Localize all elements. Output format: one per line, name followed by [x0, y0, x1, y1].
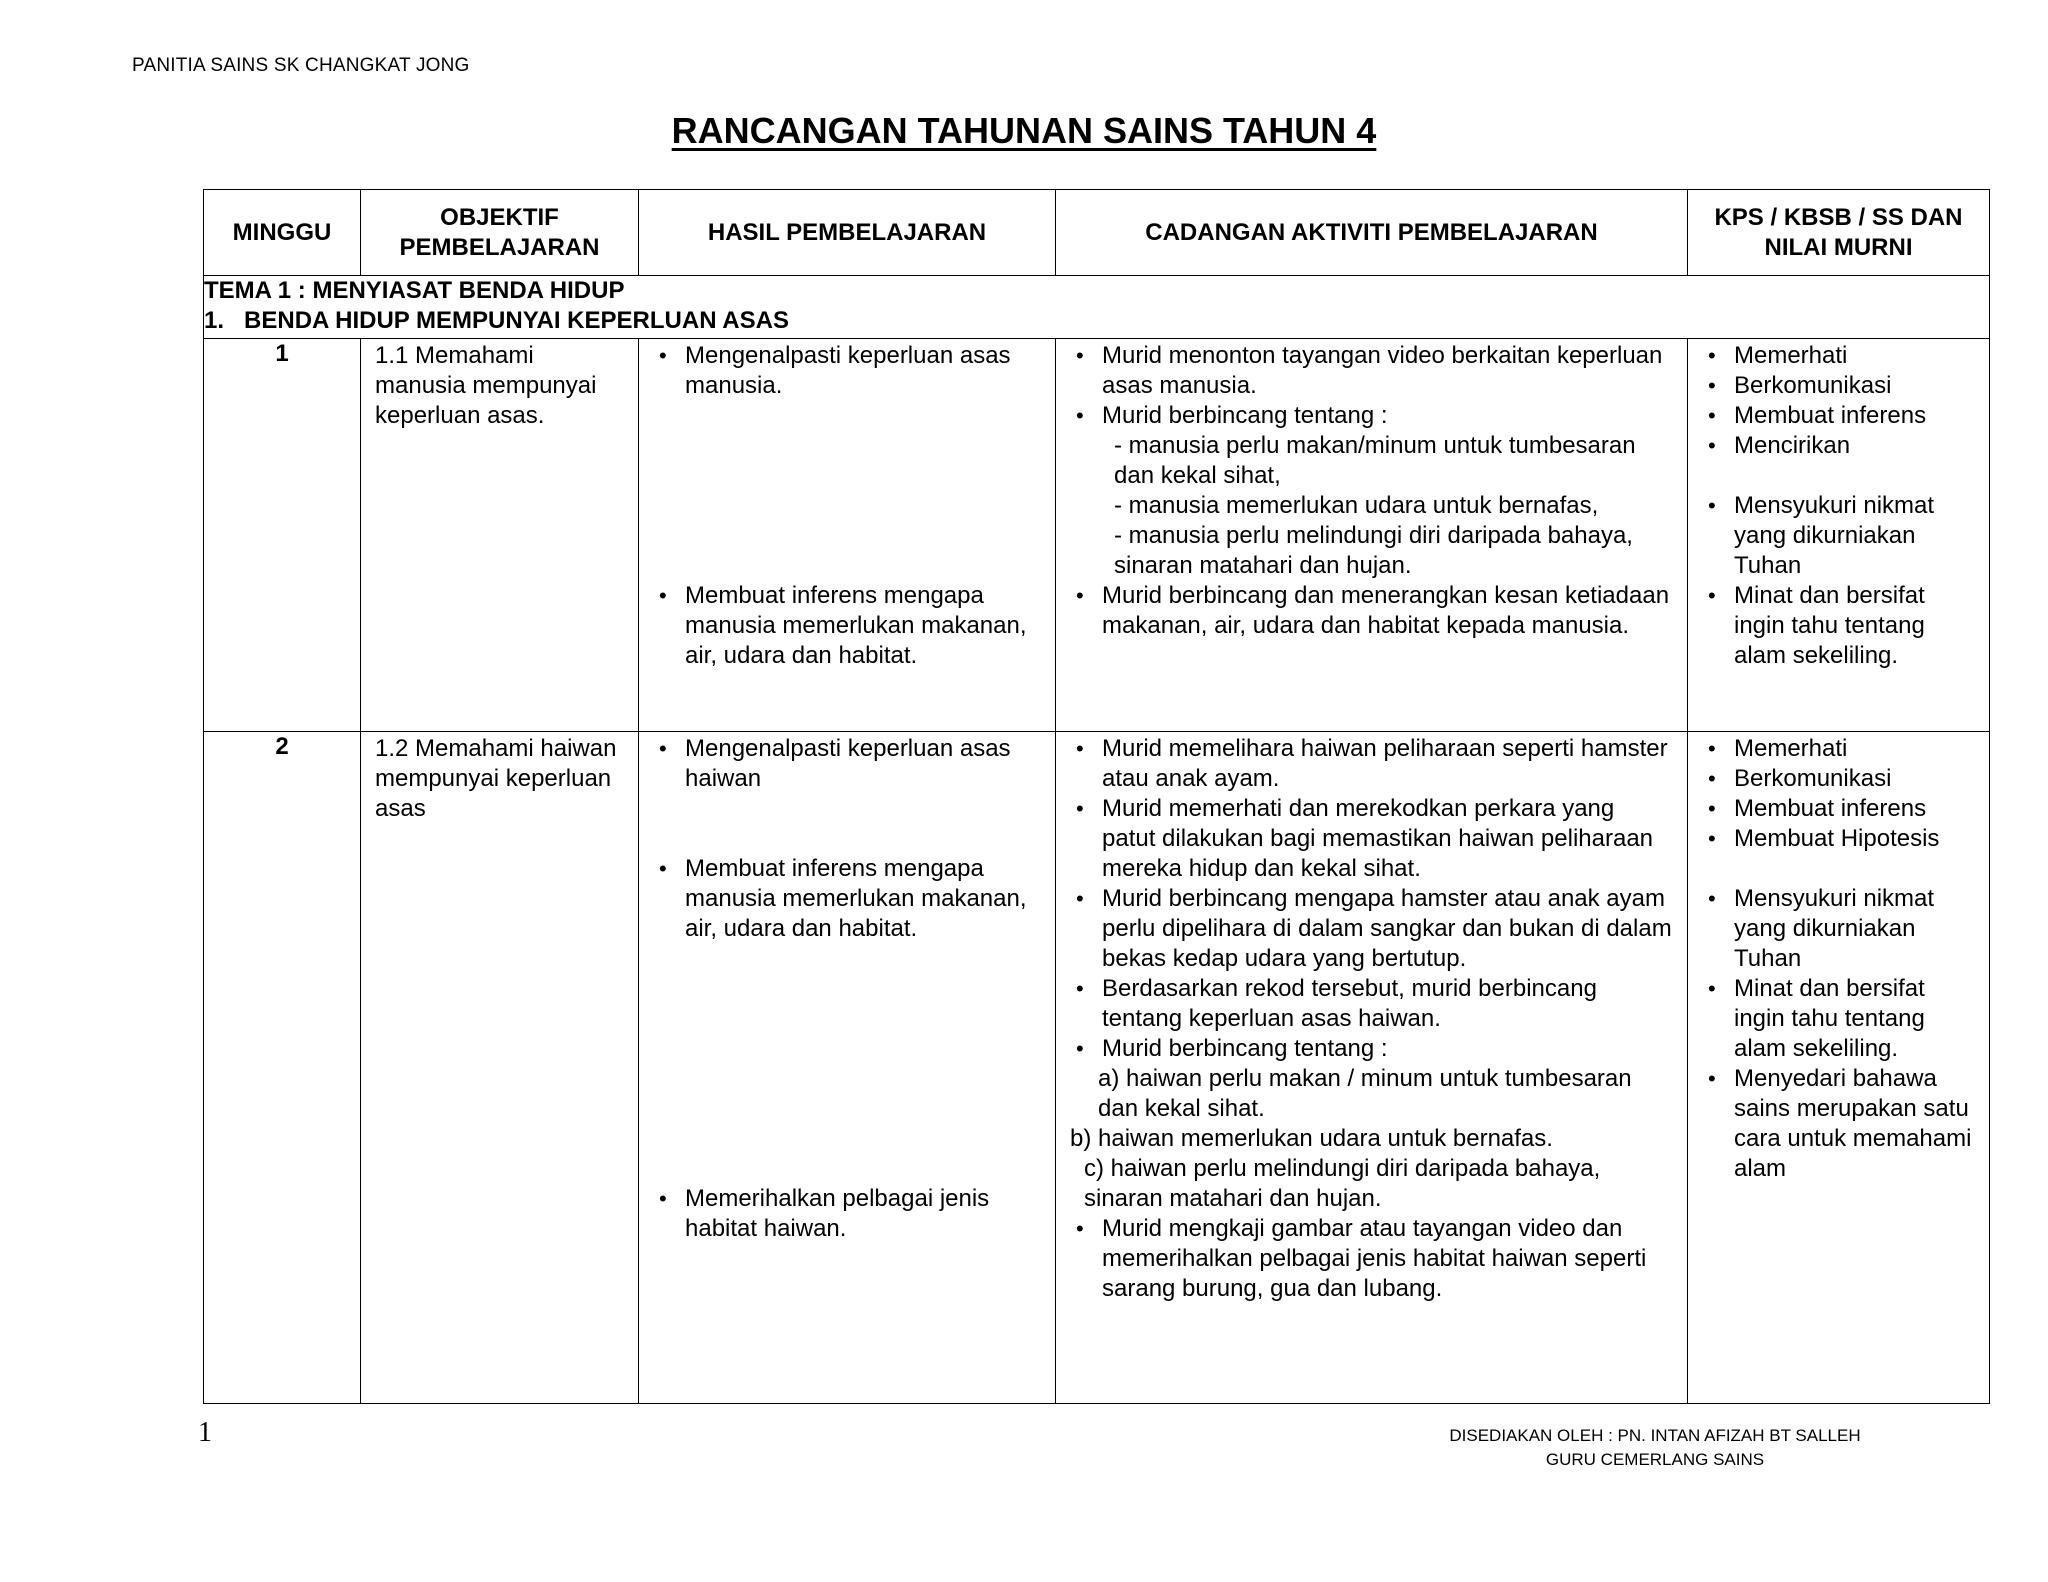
- objective-cell: 1.2 Memahami haiwan mempunyai keperluan asas: [361, 732, 639, 1404]
- list-item: • Murid mengkaji gambar atau tayangan video dan memerihalkan pelbagai jenis habitat haiwan seperti sarang burung, gua dan lubang.: [1070, 1214, 1673, 1304]
- outcome-list: [653, 581, 1041, 671]
- list-item: • Membuat inferens mengapa manusia memerlukan makanan, air, udara dan habitat.: [653, 581, 1041, 671]
- list-item: • Murid memelihara haiwan peliharaan seperti hamster atau anak ayam.: [1070, 734, 1673, 794]
- prepared-by: DISEDIAKAN OLEH : PN. INTAN AFIZAH BT SALLEH: [1449, 1426, 1861, 1445]
- activity-sub: - manusia perlu makan/minum untuk tumbesaran dan kekal sihat,: [1114, 432, 1636, 489]
- list-item: • Membuat inferens: [1702, 401, 1975, 431]
- outcome-list: [653, 341, 1041, 401]
- table-row: [204, 339, 1990, 732]
- outcome-list: [653, 854, 1041, 944]
- list-item: • Murid berbincang mengapa hamster atau anak ayam perlu dipelihara di dalam sangkar dan bukan di dalam bekas kedap udara yang bertutup.: [1070, 884, 1673, 974]
- list-item: • Murid menonton tayangan video berkaitan keperluan asas manusia.: [1070, 341, 1673, 401]
- nilai-list: [1702, 884, 1975, 1184]
- table-header-row: [204, 190, 1990, 276]
- list-item: • Menyedari bahawa sains merupakan satu cara untuk memahami alam: [1702, 1064, 1975, 1184]
- theme-cell: [204, 276, 1990, 339]
- theme-row: [204, 276, 1990, 339]
- activity-text: Murid berbincang tentang :: [1102, 402, 1388, 429]
- list-item: • Membuat inferens: [1702, 794, 1975, 824]
- list-item: • Membuat Hipotesis: [1702, 824, 1975, 854]
- outcome-cell: [639, 732, 1056, 1404]
- kps-list: [1702, 341, 1975, 461]
- column-header-kps: KPS / KBSB / SS DAN NILAI MURNI: [1688, 190, 1990, 276]
- list-item: • Murid berbincang dan menerangkan kesan ketiadaan makanan, air, udara dan habitat kepada manusia.: [1070, 581, 1673, 641]
- theme-title: TEMA 1 : MENYIASAT BENDA HIDUP: [204, 277, 625, 304]
- document-title: RANCANGAN TAHUNAN SAINS TAHUN 4: [671, 110, 1377, 151]
- list-item: • Membuat inferens mengapa manusia memerlukan makanan, air, udara dan habitat.: [653, 854, 1041, 944]
- list-item: • Minat dan bersifat ingin tahu tentang alam sekeliling.: [1702, 974, 1975, 1064]
- week-cell: 1: [204, 339, 361, 732]
- outcome-list: [653, 1184, 1041, 1244]
- list-item: • Memerihalkan pelbagai jenis habitat haiwan.: [653, 1184, 1041, 1244]
- author-role: GURU CEMERLANG SAINS: [1545, 1450, 1765, 1469]
- activity-sub: c) haiwan perlu melindungi diri daripada bahaya, sinaran matahari dan hujan.: [1084, 1155, 1601, 1212]
- list-item: • Mensyukuri nikmat yang dikurniakan Tuhan: [1702, 491, 1975, 581]
- list-item: • Mensyukuri nikmat yang dikurniakan Tuhan: [1702, 884, 1975, 974]
- nilai-list: [1702, 491, 1975, 671]
- table-row: [204, 732, 1990, 1404]
- list-item: • Berdasarkan rekod tersebut, murid berbincang tentang keperluan asas haiwan.: [1070, 974, 1673, 1034]
- week-cell: 2: [204, 732, 361, 1404]
- list-item: • Berkomunikasi: [1702, 371, 1975, 401]
- column-header-outcome: HASIL PEMBELAJARAN: [639, 190, 1056, 276]
- kps-cell: [1688, 732, 1990, 1404]
- kps-list: [1702, 734, 1975, 854]
- activity-cell: [1056, 732, 1688, 1404]
- kps-cell: [1688, 339, 1990, 732]
- activity-text: Murid berbincang tentang :: [1102, 1035, 1388, 1062]
- activity-sub: - manusia memerlukan udara untuk bernafas,: [1114, 492, 1599, 519]
- activity-sub: b) haiwan memerlukan udara untuk bernafas.: [1070, 1125, 1553, 1152]
- activity-sub: - manusia perlu melindungi diri daripada bahaya, sinaran matahari dan hujan.: [1114, 522, 1633, 579]
- column-header-objective: OBJEKTIF PEMBELAJARAN: [361, 190, 639, 276]
- activity-list: [1070, 1214, 1673, 1304]
- list-item: [1070, 401, 1673, 581]
- list-item: • Minat dan bersifat ingin tahu tentang alam sekeliling.: [1702, 581, 1975, 671]
- list-item: • Mengenalpasti keperluan asas haiwan: [653, 734, 1041, 794]
- outcome-list: [653, 734, 1041, 794]
- page-number: 1: [198, 1417, 212, 1448]
- list-item: • Mencirikan: [1702, 431, 1975, 461]
- list-item: • Berkomunikasi: [1702, 764, 1975, 794]
- activity-cell: [1056, 339, 1688, 732]
- list-item: [1070, 1034, 1673, 1064]
- school-header: PANITIA SAINS SK CHANGKAT JONG: [132, 55, 470, 76]
- column-header-activity: CADANGAN AKTIVITI PEMBELAJARAN: [1056, 190, 1688, 276]
- objective-cell: 1.1 Memahami manusia mempunyai keperluan asas.: [361, 339, 639, 732]
- activity-list: [1070, 734, 1673, 1064]
- list-item: • Murid memerhati dan merekodkan perkara yang patut dilakukan bagi memastikan haiwan peliharaan mereka hidup dan kekal sihat.: [1070, 794, 1673, 884]
- list-item: • Mengenalpasti keperluan asas manusia.: [653, 341, 1041, 401]
- column-header-week: MINGGU: [204, 190, 361, 276]
- list-item: • Memerhati: [1702, 734, 1975, 764]
- annual-plan-table: [203, 189, 1990, 1404]
- activity-list: [1070, 341, 1673, 641]
- footer-credit: [1340, 1424, 1970, 1472]
- topic-title: 1. BENDA HIDUP MEMPUNYAI KEPERLUAN ASAS: [204, 307, 789, 334]
- list-item: • Memerhati: [1702, 341, 1975, 371]
- outcome-cell: [639, 339, 1056, 732]
- activity-sub: a) haiwan perlu makan / minum untuk tumbesaran dan kekal sihat.: [1098, 1065, 1632, 1122]
